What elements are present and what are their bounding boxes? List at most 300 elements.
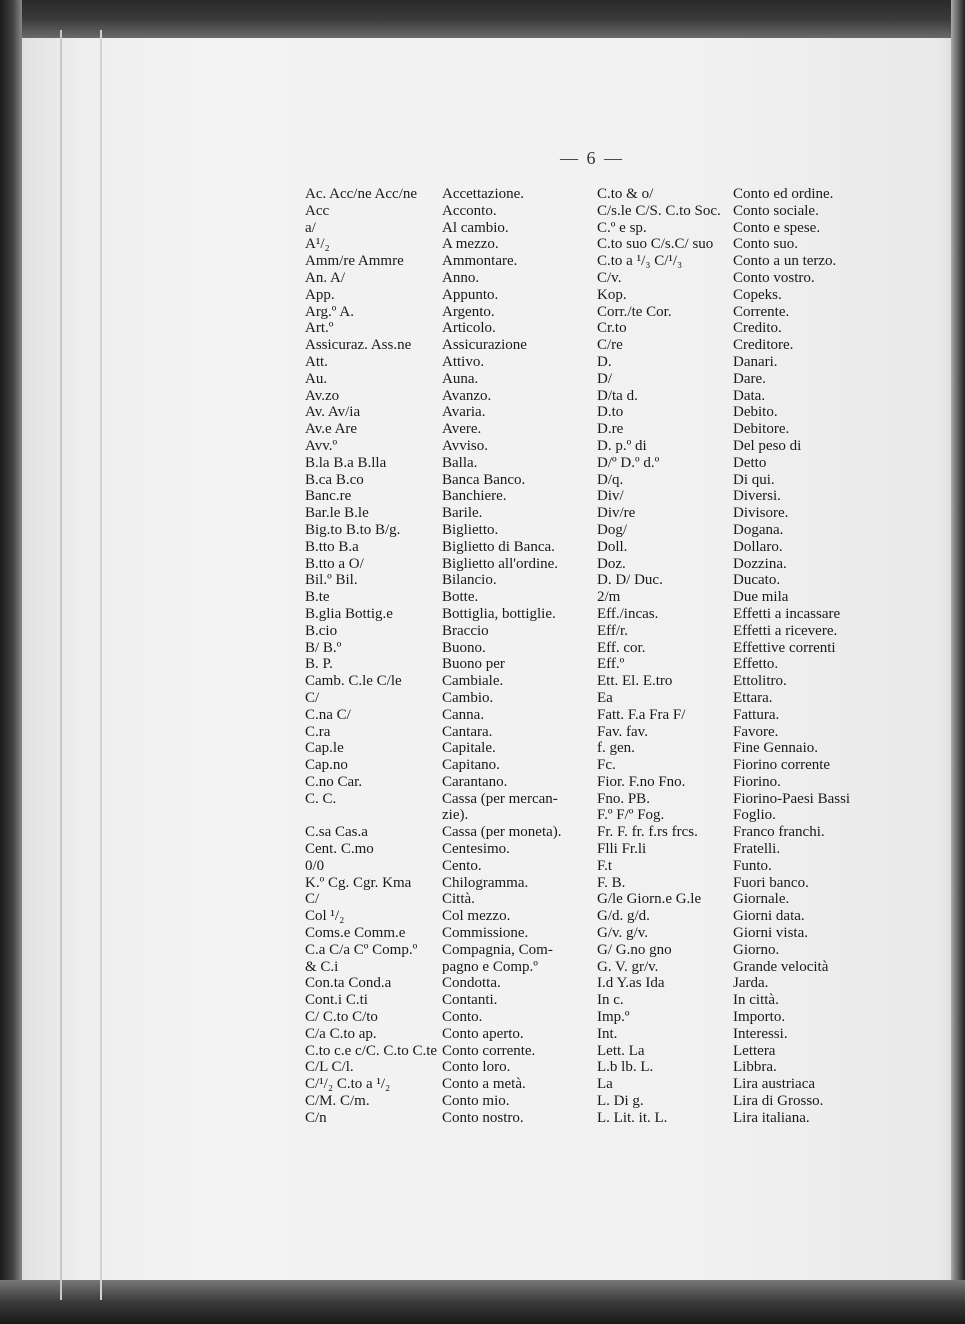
entry-abbreviation: Ac. Acc/ne Acc/ne — [305, 186, 418, 202]
entry-meaning: Braccio — [442, 622, 489, 639]
entry-abbreviation: C/ — [305, 891, 320, 908]
entry-abbreviation: D. D/ Duc. — [597, 572, 663, 589]
entry-abbreviation: L. Lit. it. L. — [597, 1109, 668, 1126]
dictionary-entry — [305, 505, 585, 522]
entry-abbreviation: Fav. fav. — [597, 723, 648, 740]
entry-meaning: Grande velocità — [733, 958, 829, 975]
page-number: — 6 — — [560, 148, 624, 168]
entry-meaning: Conto loro. — [442, 1059, 511, 1076]
entry-abbreviation: C.no Car. — [305, 773, 363, 790]
dictionary-entry — [597, 505, 897, 522]
dictionary-entry — [305, 572, 585, 589]
entry-meaning: Centesimo. — [442, 841, 510, 858]
entry-abbreviation: Fior. F.no Fno. — [597, 773, 686, 790]
scan-edge-left — [0, 0, 22, 1324]
entry-meaning: Banchiere. — [442, 488, 507, 505]
entry-abbreviation: Int. — [597, 1025, 618, 1042]
dictionary-entry — [305, 1026, 585, 1043]
dictionary-entry — [305, 992, 585, 1009]
entry-abbreviation: I.d Y.as Ida — [597, 975, 665, 992]
entry-abbreviation: C.na C/ — [305, 706, 351, 723]
dictionary-entry — [305, 186, 585, 203]
entry-abbreviation: B/ B.º — [305, 639, 342, 656]
entry-abbreviation: C. C. — [305, 790, 337, 807]
entry-meaning: Conto. — [442, 1009, 483, 1026]
dictionary-entry — [305, 203, 585, 220]
dictionary-entry — [305, 858, 585, 875]
dictionary-entry — [305, 388, 585, 405]
entry-meaning: Dollaro. — [733, 538, 783, 555]
entry-meaning: Lira di Grosso. — [733, 1093, 824, 1110]
entry-meaning: Col mezzo. — [442, 908, 511, 925]
entry-abbreviation: B.tto a O/ — [305, 555, 364, 572]
entry-abbreviation: Kop. — [597, 286, 627, 303]
entry-meaning: pagno e Comp.º — [442, 958, 538, 975]
dictionary-entry — [597, 673, 897, 690]
dictionary-entry — [305, 623, 585, 640]
dictionary-entry — [305, 875, 585, 892]
dictionary-entry — [305, 807, 585, 824]
entry-meaning: Assicurazione — [442, 337, 527, 354]
dictionary-entry — [597, 304, 897, 321]
entry-meaning: Dare. — [733, 370, 766, 387]
entry-meaning: Cento. — [442, 857, 482, 874]
entry-meaning: Fuori banco. — [733, 874, 809, 891]
dictionary-entry — [305, 522, 585, 539]
entry-abbreviation: C.to a ¹/₃ C/¹/₃ — [597, 253, 683, 270]
dictionary-entry — [305, 589, 585, 606]
dictionary-entry — [305, 740, 585, 757]
entry-meaning: Conto corrente. — [442, 1042, 536, 1059]
entry-meaning: Foglio. — [733, 807, 776, 824]
scan-edge-right — [951, 0, 965, 1324]
entry-meaning: Attivo. — [442, 353, 485, 370]
entry-meaning: Contanti. — [442, 992, 498, 1009]
entry-meaning: Banca Banco. — [442, 471, 526, 488]
entry-abbreviation: G/d. g/d. — [597, 908, 650, 925]
dictionary-entry — [597, 354, 897, 371]
entry-meaning: Debitore. — [733, 421, 790, 438]
entry-abbreviation: Banc.re — [305, 488, 352, 505]
entry-meaning: Fattura. — [733, 706, 780, 723]
entry-meaning: Importo. — [733, 1009, 786, 1026]
entry-abbreviation: C/a C.to ap. — [305, 1025, 377, 1042]
dictionary-entry — [305, 1110, 585, 1127]
entry-meaning: Creditore. — [733, 337, 794, 354]
entry-meaning: Interessi. — [733, 1025, 788, 1042]
dictionary-entry — [305, 220, 585, 237]
entry-meaning: Giorni data. — [733, 908, 805, 925]
entry-meaning: Cassa (per moneta). — [442, 824, 562, 841]
dictionary-entry — [305, 791, 585, 808]
dictionary-entry — [305, 690, 585, 707]
entry-meaning: Chilogramma. — [442, 874, 529, 891]
dictionary-entry — [597, 875, 897, 892]
entry-meaning: Conto sociale. — [733, 202, 819, 219]
dictionary-entry — [597, 925, 897, 942]
entry-abbreviation: Camb. C.le C/le — [305, 673, 402, 690]
entry-meaning: Articolo. — [442, 320, 496, 337]
entry-abbreviation: Av.zo — [305, 387, 340, 404]
dictionary-entry — [305, 556, 585, 573]
entry-meaning: A mezzo. — [442, 236, 499, 253]
entry-meaning: Buono per — [442, 656, 505, 673]
entry-meaning: Argento. — [442, 303, 495, 320]
entry-meaning: Giorni vista. — [733, 925, 808, 942]
dictionary-entry — [597, 858, 897, 875]
entry-meaning: Data. — [733, 387, 766, 404]
entry-meaning: Fiorino. — [733, 773, 781, 790]
dictionary-entry — [597, 807, 897, 824]
entry-meaning: Anno. — [442, 269, 480, 286]
entry-abbreviation: In c. — [597, 992, 624, 1009]
entry-meaning: Effetti a ricevere. — [733, 622, 838, 639]
entry-meaning: Due mila — [733, 589, 789, 606]
entry-meaning: Conto e spese. — [733, 219, 821, 236]
dictionary-entry — [597, 774, 897, 791]
dictionary-entry — [597, 908, 897, 925]
entry-abbreviation: Av. Av/ia — [305, 404, 361, 421]
entry-abbreviation: Eff/r. — [597, 622, 628, 639]
entry-meaning: Detto — [733, 454, 767, 471]
entry-meaning: Lira italiana. — [733, 1109, 810, 1126]
entry-meaning: Cantara. — [442, 723, 493, 740]
dictionary-entry — [597, 1043, 897, 1060]
entry-abbreviation: G. V. gr/v. — [597, 958, 659, 975]
dictionary-entry — [305, 404, 585, 421]
dictionary-entry — [305, 438, 585, 455]
dictionary-entry — [597, 186, 897, 203]
entry-abbreviation: Fr. F. fr. f.rs frcs. — [597, 824, 698, 841]
entry-abbreviation: Cap.no — [305, 757, 348, 774]
entry-meaning: Buono. — [442, 639, 486, 656]
entry-abbreviation: B.glia Bottig.e — [305, 605, 393, 622]
entry-abbreviation: Div/re — [597, 505, 636, 522]
dictionary-entry — [597, 1026, 897, 1043]
entry-meaning: Lira austriaca — [733, 1076, 816, 1093]
entry-abbreviation: Fc. — [597, 757, 616, 774]
entry-meaning: Debito. — [733, 404, 778, 421]
entry-meaning: Canna. — [442, 706, 485, 723]
entry-meaning: Conto a un terzo. — [733, 253, 837, 270]
entry-abbreviation: B.cio — [305, 622, 338, 639]
dictionary-entry — [597, 740, 897, 757]
entry-meaning: Conto vostro. — [733, 269, 815, 286]
entry-abbreviation: Au. — [305, 370, 328, 387]
entry-meaning: Fine Gennaio. — [733, 740, 818, 757]
dictionary-entry — [597, 757, 897, 774]
entry-abbreviation: D/ — [597, 370, 612, 387]
entry-abbreviation: C/s.le C/S. C.to Soc. — [597, 202, 721, 219]
entry-abbreviation: Bar.le B.le — [305, 505, 369, 522]
entry-meaning: In città. — [733, 992, 779, 1009]
entry-abbreviation: Fatt. F.a Fra F/ — [597, 706, 686, 723]
dictionary-entry — [305, 908, 585, 925]
dictionary-entry — [597, 236, 897, 253]
entry-abbreviation: C/ — [305, 689, 320, 706]
entry-meaning: Giornale. — [733, 891, 790, 908]
dictionary-entry — [305, 1059, 585, 1076]
dictionary-entry — [305, 1043, 585, 1060]
entry-abbreviation: C/M. C/m. — [305, 1093, 370, 1110]
entry-meaning: Jarda. — [733, 975, 769, 992]
entry-meaning: Copeks. — [733, 286, 782, 303]
entry-abbreviation: D. — [597, 353, 612, 370]
dictionary-entry — [305, 421, 585, 438]
entry-meaning: Balla. — [442, 454, 478, 471]
entry-meaning: Avanzo. — [442, 387, 492, 404]
dictionary-entry — [597, 959, 897, 976]
dictionary-entry — [597, 975, 897, 992]
dictionary-entry — [597, 623, 897, 640]
entry-abbreviation: B.ca B.co — [305, 471, 364, 488]
dictionary-entry — [597, 270, 897, 287]
entry-abbreviation: a/ — [305, 219, 316, 236]
entry-meaning: Al cambio. — [442, 219, 509, 236]
entry-abbreviation: A¹/₂ — [305, 236, 330, 253]
dictionary-entry — [597, 992, 897, 1009]
entry-abbreviation: An. A/ — [305, 269, 346, 286]
entry-meaning: Compagnia, Com- — [442, 941, 553, 958]
dictionary-entry — [305, 841, 585, 858]
entry-abbreviation: Flli Fr.li — [597, 841, 647, 858]
entry-meaning: Fiorino-Paesi Bassi — [733, 790, 851, 807]
dictionary-entry — [305, 320, 585, 337]
dictionary-entry — [305, 371, 585, 388]
entry-abbreviation: La — [597, 1076, 613, 1093]
entry-meaning: Giorno. — [733, 941, 780, 958]
entry-abbreviation: C/¹/₂ C.to a ¹/₂ — [305, 1076, 391, 1093]
entry-meaning: Carantano. — [442, 773, 508, 790]
dictionary-entry — [597, 1059, 897, 1076]
entry-abbreviation: Lett. La — [597, 1042, 645, 1059]
entry-meaning: Barile. — [442, 505, 483, 522]
entry-meaning: Effettive correnti — [733, 639, 836, 656]
entry-meaning: Bilancio. — [442, 572, 497, 589]
entry-meaning: Condotta. — [442, 975, 501, 992]
dictionary-entry — [305, 656, 585, 673]
dictionary-entry — [597, 707, 897, 724]
dictionary-entry — [597, 1076, 897, 1093]
dictionary-entry — [597, 203, 897, 220]
dictionary-entry — [305, 673, 585, 690]
dictionary-entry — [305, 1093, 585, 1110]
entry-abbreviation: Bil.º Bil. — [305, 572, 358, 589]
dictionary-entry — [597, 472, 897, 489]
entry-abbreviation: Assicuraz. Ass.ne — [305, 337, 412, 354]
entry-abbreviation: B.la B.a B.lla — [305, 454, 387, 471]
entry-meaning: Libbra. — [733, 1059, 777, 1076]
dictionary-entry — [597, 656, 897, 673]
entry-meaning: Cambiale. — [442, 673, 504, 690]
entry-meaning: Conto aperto. — [442, 1025, 524, 1042]
dictionary-entry — [597, 455, 897, 472]
dictionary-entry — [597, 942, 897, 959]
entry-abbreviation: Con.ta Cond.a — [305, 975, 392, 992]
entry-abbreviation: Amm/re Ammre — [305, 253, 404, 270]
dictionary-entry — [305, 455, 585, 472]
dictionary-entry — [305, 472, 585, 489]
entry-meaning: Auna. — [442, 370, 479, 387]
entry-abbreviation: F.º F/º Fog. — [597, 807, 665, 824]
dictionary-entry — [597, 572, 897, 589]
dictionary-entry — [597, 220, 897, 237]
scan-edge-top — [0, 0, 965, 38]
entry-abbreviation: Cr.to — [597, 320, 627, 337]
entry-meaning: Divisore. — [733, 505, 789, 522]
dictionary-entry — [597, 640, 897, 657]
entry-abbreviation: F. B. — [597, 874, 626, 891]
scan-edge-bottom — [0, 1280, 965, 1324]
entry-meaning: Avaria. — [442, 404, 486, 421]
entry-abbreviation: C/re — [597, 337, 623, 354]
entry-abbreviation: Cap.le — [305, 740, 344, 757]
entry-abbreviation: B.tto B.a — [305, 538, 359, 555]
dictionary-entry — [305, 304, 585, 321]
entry-meaning: Accettazione. — [442, 186, 525, 202]
entry-abbreviation: D. p.º di — [597, 437, 647, 454]
dictionary-entry — [597, 253, 897, 270]
entry-abbreviation: K.º Cg. Cgr. Kma — [305, 874, 412, 891]
entry-abbreviation: C/n — [305, 1109, 327, 1126]
entry-abbreviation: G/le Giorn.e G.le — [597, 891, 702, 908]
entry-abbreviation: C.a C/a Cº Comp.º — [305, 941, 418, 958]
entry-abbreviation: Fno. PB. — [597, 790, 650, 807]
entry-meaning: Città. — [442, 891, 475, 908]
entry-abbreviation: G/v. g/v. — [597, 925, 648, 942]
entry-meaning: Corrente. — [733, 303, 790, 320]
dictionary-entry — [305, 270, 585, 287]
entry-abbreviation: Arg.º A. — [305, 303, 354, 320]
entry-abbreviation: Ett. El. E.tro — [597, 673, 673, 690]
dictionary-entry — [305, 640, 585, 657]
entry-abbreviation: C.ra — [305, 723, 331, 740]
entry-abbreviation: Cent. C.mo — [305, 841, 374, 858]
entry-meaning: Franco franchi. — [733, 824, 825, 841]
entry-meaning: Biglietto. — [442, 521, 499, 538]
right-abbreviation-column — [597, 186, 897, 1127]
dictionary-entry — [597, 287, 897, 304]
entry-meaning: Fratelli. — [733, 841, 781, 858]
entry-abbreviation: Col ¹/₂ — [305, 908, 345, 925]
entry-abbreviation: Eff. cor. — [597, 639, 646, 656]
dictionary-entry — [597, 1110, 897, 1127]
dictionary-entry — [305, 337, 585, 354]
dictionary-entry — [305, 1009, 585, 1026]
page-fold-line — [100, 30, 102, 1300]
dictionary-entry — [305, 707, 585, 724]
dictionary-entry — [597, 606, 897, 623]
entry-abbreviation: Eff.º — [597, 656, 625, 673]
dictionary-entry — [305, 606, 585, 623]
entry-abbreviation: 0/0 — [305, 857, 325, 874]
dictionary-entry — [597, 824, 897, 841]
dictionary-entry — [597, 690, 897, 707]
entry-abbreviation: Doz. — [597, 555, 626, 572]
entry-meaning: Diversi. — [733, 488, 781, 505]
entry-abbreviation: C.º e sp. — [597, 219, 647, 236]
left-abbreviation-column — [305, 186, 585, 1127]
dictionary-entry — [305, 354, 585, 371]
dictionary-entry — [597, 320, 897, 337]
dictionary-entry — [597, 791, 897, 808]
entry-abbreviation: Div/ — [597, 488, 624, 505]
entry-abbreviation: B. P. — [305, 656, 333, 673]
dictionary-entry — [305, 488, 585, 505]
entry-meaning: Conto ed ordine. — [733, 186, 834, 202]
entry-abbreviation: f. gen. — [597, 740, 635, 757]
entry-abbreviation: Av.e Are — [305, 421, 358, 438]
entry-abbreviation: D/q. — [597, 471, 624, 488]
entry-meaning: Botte. — [442, 589, 479, 606]
entry-meaning: Capitale. — [442, 740, 496, 757]
dictionary-entry — [305, 975, 585, 992]
entry-abbreviation: C/ C.to C/to — [305, 1009, 378, 1026]
entry-abbreviation: Att. — [305, 353, 328, 370]
dictionary-entry — [305, 757, 585, 774]
entry-abbreviation: Big.to B.to B/g. — [305, 521, 401, 538]
entry-abbreviation: Ea — [597, 689, 613, 706]
entry-abbreviation: C.to c.e c/C. C.to C.te — [305, 1042, 438, 1059]
dictionary-entry — [305, 236, 585, 253]
entry-abbreviation: D.re — [597, 421, 624, 438]
entry-meaning: Favore. — [733, 723, 779, 740]
dictionary-entry — [597, 388, 897, 405]
entry-meaning: Avere. — [442, 421, 482, 438]
dictionary-entry — [597, 337, 897, 354]
dictionary-entry — [597, 522, 897, 539]
entry-abbreviation: Cont.i C.ti — [305, 992, 368, 1009]
entry-abbreviation: G/ G.no gno — [597, 941, 672, 958]
entry-meaning: Ettolitro. — [733, 673, 787, 690]
entry-meaning: Dogana. — [733, 521, 784, 538]
dictionary-entry — [305, 253, 585, 270]
entry-abbreviation: B.te — [305, 589, 330, 606]
dictionary-entry — [597, 841, 897, 858]
dictionary-entry — [597, 488, 897, 505]
dictionary-entry — [597, 891, 897, 908]
entry-meaning: Bottiglia, bottiglie. — [442, 605, 556, 622]
dictionary-entry — [597, 1093, 897, 1110]
entry-abbreviation: C.to & o/ — [597, 186, 654, 202]
entry-abbreviation: Doll. — [597, 538, 628, 555]
entry-abbreviation: D.to — [597, 404, 624, 421]
entry-meaning: Appunto. — [442, 286, 499, 303]
entry-abbreviation: & C.i — [305, 958, 339, 975]
entry-meaning: Conto nostro. — [442, 1109, 524, 1126]
entry-meaning: Ammontare. — [442, 253, 518, 270]
dictionary-entry — [305, 774, 585, 791]
entry-abbreviation: C/L C/l. — [305, 1059, 354, 1076]
entry-abbreviation: Acc — [305, 202, 330, 219]
entry-abbreviation: Coms.e Comm.e — [305, 925, 406, 942]
dictionary-entry — [305, 1076, 585, 1093]
entry-abbreviation: 2/m — [597, 589, 621, 606]
entry-abbreviation: Eff./incas. — [597, 605, 659, 622]
entry-abbreviation: D/ta d. — [597, 387, 638, 404]
entry-abbreviation: C/v. — [597, 269, 622, 286]
entry-abbreviation: F.t — [597, 857, 613, 874]
entry-abbreviation: Art.º — [305, 320, 334, 337]
entry-meaning: Conto suo. — [733, 236, 799, 253]
dictionary-entry — [305, 959, 585, 976]
entry-meaning: Di qui. — [733, 471, 775, 488]
dictionary-entry — [305, 925, 585, 942]
entry-meaning: Biglietto di Banca. — [442, 538, 555, 555]
entry-meaning: Lettera — [733, 1042, 776, 1059]
entry-abbreviation: C.to suo C/s.C/ suo — [597, 236, 714, 253]
entry-abbreviation: Imp.º — [597, 1009, 630, 1026]
